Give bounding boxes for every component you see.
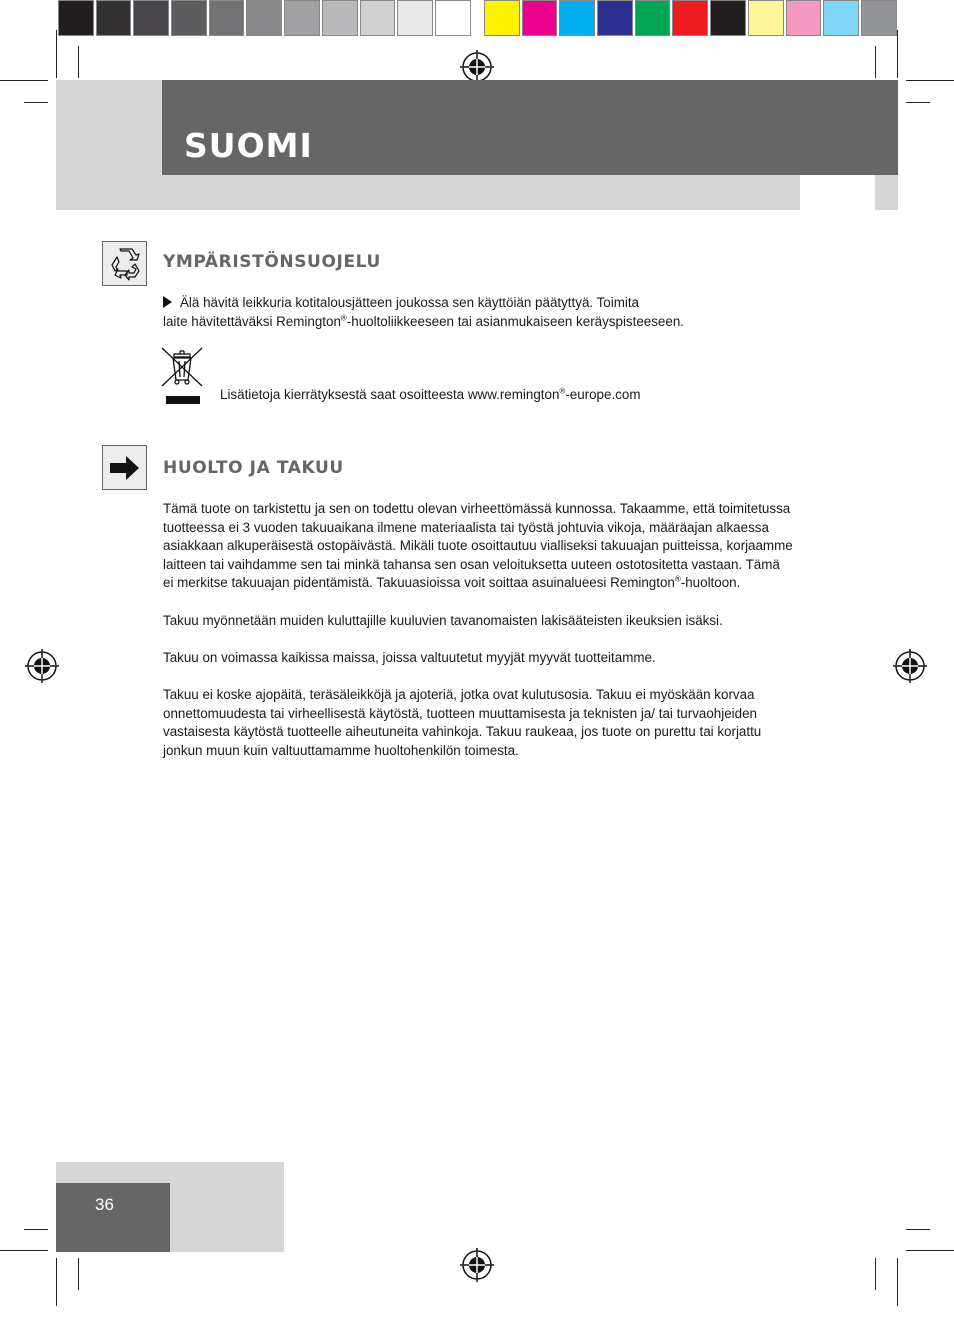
- color-swatch: [710, 0, 746, 36]
- service-para2: Takuu myönnetään muiden kuluttajille kuuluvien tavanomaisten lakisääteisten ikeuksien isäksi.: [163, 612, 723, 628]
- crop-mark: [906, 102, 930, 103]
- service-para1-a: Tämä tuote on tarkistettu ja sen on todettu olevan virheettömässä kunnossa. Takaamme, että toimitetussa tuotteessa ei 3 vuoden takuuaikana ilmene materiaalista tai työstä johtuvia vikoja, määräajan alkaessa asiakkaan alkuperäisestä ostopäivästä. Mikäli tuote osoittautuu vialliseksi takuuajan puitteissa, korjaamme laitteen tai vaihdamme sen tai minkä tahansa sen osan veloituksetta uuteen ostotositetta vastaan. Tämä ei merkitse takuuajan pidentämistä. Takuuasioissa voit soittaa asuinalueesi Remington: [163, 501, 793, 591]
- color-swatch: [209, 0, 245, 36]
- color-swatch: [559, 0, 595, 36]
- color-swatch: [284, 0, 320, 36]
- environment-info-a: Lisätietoja kierrätyksestä saat osoitteesta www.remington: [220, 387, 560, 402]
- crop-mark: [56, 30, 57, 78]
- service-body: [163, 500, 793, 760]
- crop-mark: [24, 102, 48, 103]
- page-title: SUOMI: [184, 126, 313, 165]
- color-swatch: [58, 0, 94, 36]
- service-para3: Takuu on voimassa kaikissa maissa, joissa valtuutetut myyjät myyvät tuotteitamme.: [163, 649, 656, 665]
- color-swatch: [484, 0, 520, 36]
- environment-icon-box: [102, 241, 147, 286]
- crop-mark: [78, 1258, 79, 1290]
- crop-mark: [24, 1229, 48, 1230]
- environment-title: YMPÄRISTÖNSUOJELU: [163, 252, 381, 272]
- environment-info: [220, 386, 780, 405]
- color-swatch: [435, 0, 471, 36]
- service-para1-b: -huoltoon.: [680, 575, 741, 591]
- crop-mark: [56, 1258, 57, 1306]
- arrow-right-icon: [108, 453, 142, 483]
- grayscale-colorbar: [58, 0, 471, 38]
- environment-bullet-line2-b: -huoltoliikkeeseen tai asianmukaiseen keräyspisteeseen.: [346, 313, 684, 329]
- service-title: HUOLTO JA TAKUU: [163, 458, 344, 478]
- page-number: 36: [95, 1195, 114, 1214]
- color-swatch: [672, 0, 708, 36]
- registration-target-icon: [460, 1248, 494, 1282]
- color-swatch: [522, 0, 558, 36]
- registered-mark: ®: [340, 313, 347, 323]
- color-swatch: [171, 0, 207, 36]
- service-icon-box: [102, 445, 147, 490]
- crop-mark: [897, 1258, 898, 1306]
- color-swatch: [360, 0, 396, 36]
- crop-mark: [897, 30, 898, 78]
- crop-mark: [906, 80, 954, 81]
- crop-mark: [0, 80, 48, 81]
- crossed-bin-icon: [161, 346, 205, 406]
- registered-mark: ®: [559, 386, 566, 396]
- color-swatch: [823, 0, 859, 36]
- bullet-arrow-icon: [163, 296, 172, 308]
- color-swatch: [861, 0, 897, 36]
- color-swatch: [96, 0, 132, 36]
- crop-mark: [875, 46, 876, 78]
- registered-mark: ®: [674, 574, 681, 584]
- color-swatch: [322, 0, 358, 36]
- service-para1: [163, 500, 793, 593]
- color-swatch: [133, 0, 169, 36]
- process-colorbar: [484, 0, 897, 38]
- color-swatch: [246, 0, 282, 36]
- environment-bullet: [163, 294, 793, 331]
- color-swatch: [397, 0, 433, 36]
- environment-info-b: -europe.com: [565, 387, 641, 402]
- service-para4: Takuu ei koske ajopäitä, teräsäleikköjä ja ajoteriä, jotka ovat kulutusosia. Takuu ei myöskään korvaa onnettomuudesta tai virheellisestä käytöstä, tuotteen muuttamisesta ja teknisten ja/ tai turvaohjeiden vastaisesta käytöstä tuotteelle aiheutuneita vahinkoja. Takuu raukeaa, jos tuote on purettu tai korjattu jonkun muun kuin valtuuttamamme huoltohenkilön toimesta.: [163, 686, 762, 758]
- crop-mark: [875, 1258, 876, 1290]
- crop-mark: [78, 46, 79, 78]
- crop-mark: [0, 1250, 48, 1251]
- page-number-box: [56, 1183, 170, 1252]
- color-swatch: [635, 0, 671, 36]
- crop-mark: [906, 1250, 954, 1251]
- registration-target-icon: [893, 649, 927, 683]
- environment-bullet-line1: Älä hävitä leikkuria kotitalousjätteen joukossa sen käyttöiän päätyttyä. Toimita: [180, 295, 640, 310]
- registration-target-icon: [25, 649, 59, 683]
- registration-target-icon: [460, 50, 494, 84]
- crop-mark: [906, 1229, 930, 1230]
- recycle-icon: [106, 245, 144, 283]
- color-swatch: [748, 0, 784, 36]
- color-swatch: [597, 0, 633, 36]
- environment-bullet-line2-a: laite hävitettäväksi Remington: [163, 313, 341, 329]
- color-swatch: [786, 0, 822, 36]
